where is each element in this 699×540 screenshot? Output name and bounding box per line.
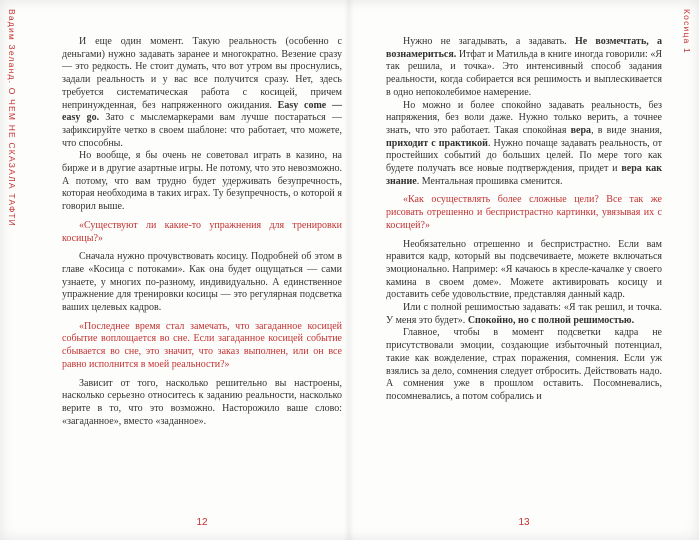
page-number-left: 12	[196, 517, 208, 528]
emphasized-text: приходит с практикой	[386, 137, 488, 149]
emphasized-text: вера	[570, 124, 592, 136]
body-paragraph	[386, 36, 662, 100]
reader-question-paragraph	[62, 321, 342, 372]
body-paragraph	[386, 327, 662, 403]
body-paragraph	[386, 302, 662, 327]
page-number-right: 13	[518, 517, 530, 528]
text-segment: , в виде знания,	[591, 124, 662, 136]
body-paragraph	[62, 251, 342, 315]
emphasized-text: вера как знание	[386, 163, 662, 187]
text-segment: Нужно не загадывать, а задавать.	[403, 36, 575, 47]
left-page-text	[62, 36, 342, 510]
text-segment: Итфат и Матильда в книге иногда говорили: «Я так решила, и точка». Это интенсивный способ задания реальности, когда собирается вся решимость и выплескивается в одно непоколебимое намерение.	[386, 48, 662, 98]
text-segment: Главное, чтобы в момент подсветки кадра не присутствовали эмоции, создающие избыточный потенциал, такие как вожделение, страх поражения, сомнения. Если уж взялись за дело, сомнения следует отбросить. Действовать надо. А сомнения уже в прошлом оставить. Посомневались, посомневались, а потом собрались и	[386, 327, 662, 402]
text-segment: Зависит от того, насколько решительно вы настроены, насколько серьезно относитесь к заданию реальности, насколько верите в то, что это возможно. Насторожило ваше слово: «загаданное», вместо «заданное».	[62, 377, 342, 427]
text-segment: Необязательно отрешенно и беспристрастно. Если вам нравится кадр, который вы подсвечиваете, можете включаться эмоционально. Например: «Я качаюсь в кресле-качалке у своего камина в своем доме». Можете активировать косицу и доставить себе удовольствие, представляя данный кадр.	[386, 238, 662, 301]
emphasized-text: Спокойно, но с полной решимостью.	[467, 314, 635, 326]
text-segment: И еще один момент. Такую реальность (особенно с деньгами) нужно задавать заранее и многократно. Везение сразу — это редкость. Не стоит думать, что вот утром вы проснулись, задали реальность и у вас все получится сразу. Нет, здесь требуется систематическая работа с косицей, причем непринужденная, без напряженного ожидания.	[62, 36, 342, 111]
running-head-author-title: Вадим Зеланд. О ЧЕМ НЕ СКАЗАЛА ТАФТИ	[7, 9, 17, 227]
text-segment: «Существуют ли какие-то упражнения для тренировки косицы?»	[62, 219, 342, 244]
text-segment: . Нужно почаще задавать реальность, от простейших событий до больших целей. По мере того как будете получать все новые подтверждения, придет и	[386, 137, 662, 175]
body-paragraph	[62, 150, 342, 214]
right-page	[349, 0, 699, 540]
reader-question-paragraph	[386, 194, 662, 232]
body-paragraph	[386, 100, 662, 189]
text-segment: «Как осуществлять более сложные цели? Все так же рисовать отрешенно и беспристрастно картинки, увязывая их с косицей?»	[386, 194, 662, 231]
emphasized-text: Не возмечтать, а вознамериться.	[386, 36, 662, 60]
right-page-text	[386, 36, 662, 510]
text-segment: «Последнее время стал замечать, что загаданное косицей событие воплощается во сне. Если загаданное косицей событие сбывается во сне, это значит, что заказ выполнен, или он все равно исполнится в моей реальности?»	[62, 320, 342, 370]
text-segment: Но вообще, я бы очень не советовал играть в казино, на бирже и в другие азартные игры. Не потому, что это невозможно. А потому, что вам трудно будет удерживать безупречность, которая необходима в таких играх. Ту безупречность, о которой я говорил выше.	[62, 150, 342, 213]
emphasized-text: Easy come — easy go.	[62, 99, 342, 124]
text-segment: . Ментальная прошивка сменится.	[416, 175, 563, 187]
text-segment: Сначала нужно прочувствовать косицу. Подробней об этом в главе «Косица с потоками». Как она будет ощущаться — сами узнаете, у многих по-разному, индивидуально. А единственное упражнение для тренировки косицы — это регулярная подсветка ваших целевых кадров.	[62, 251, 342, 314]
text-segment: Зато с мыслемаркерами вам лучше постараться — зафиксируйте четко в своем шаблоне: что работает, что можете, что способны.	[62, 112, 342, 149]
text-segment: Или с полной решимостью задавать: «Я так решил, и точка. У меня это будет».	[386, 302, 662, 326]
body-paragraph	[62, 378, 342, 429]
body-paragraph	[62, 36, 342, 150]
left-page	[0, 0, 349, 540]
text-segment: Но можно и более спокойно задавать реальность, без напряжения, без воли даже. Нужно только верить, а точнее знать, что это работает. Такая спокойная	[386, 99, 662, 136]
reader-question-paragraph	[62, 220, 342, 245]
running-head-chapter: Косица 1	[682, 9, 692, 54]
body-paragraph	[386, 239, 662, 303]
